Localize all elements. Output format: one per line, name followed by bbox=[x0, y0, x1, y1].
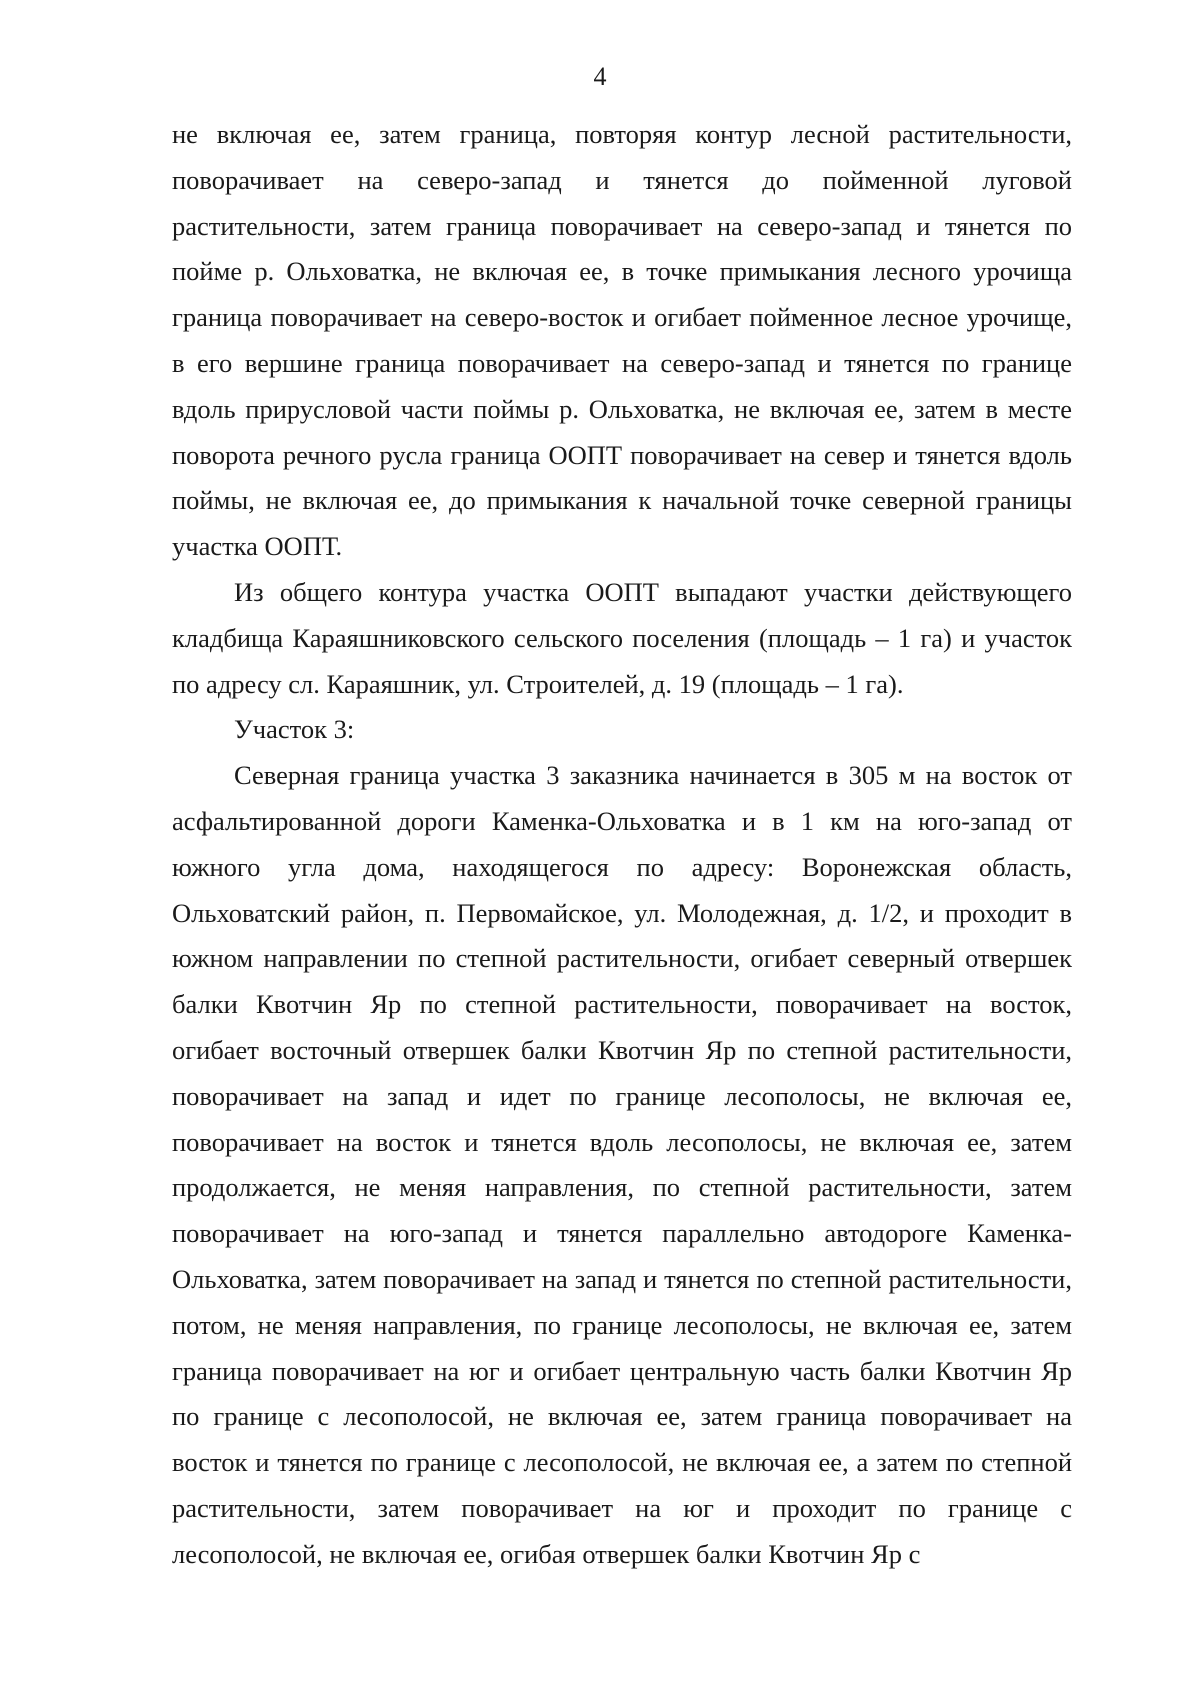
document-body bbox=[172, 112, 1072, 1578]
paragraph-plot-3-boundary: Северная граница участка 3 заказника начинается в 305 м на восток от асфальтированной дороги Каменка-Ольховатка и в 1 км на юго-запад от южного угла дома, находящегося по адресу: Воронежская область, Ольховатский район, п. Первомайское, ул. Молодежная, д. 1/2, и проходит в южном направлении по степной растительности, огибает северный отвершек балки Квотчин Яр по степной растительности, поворачивает на восток, огибает восточный отвершек балки Квотчин Яр по степной растительности, поворачивает на запад и идет по границе лесополосы, не включая ее, поворачивает на восток и тянется вдоль лесополосы, не включая ее, затем продолжается, не меняя направления, по степной растительности, затем поворачивает на юго-запад и тянется параллельно автодороге Каменка-Ольховатка, затем поворачивает на запад и тянется по степной растительности, потом, не меняя направления, по границе лесополосы, не включая ее, затем граница поворачивает на юг и огибает центральную часть балки Квотчин Яр по границе с лесополосой, не включая ее, затем граница поворачивает на восток и тянется по границе с лесополосой, не включая ее, а затем по степной растительности, затем поворачивает на юг и проходит по границе с лесополосой, не включая ее, огибая отвершек балки Квотчин Яр с bbox=[172, 760, 1072, 1569]
section-heading-plot-3: Участок 3: bbox=[234, 714, 355, 745]
paragraph-boundary-continuation: не включая ее, затем граница, повторяя контур лесной растительности, поворачивает на северо-запад и тянется до пойменной луговой растительности, затем граница поворачивает на северо-запад и тянется по пойме р. Ольховатка, не включая ее, в точке примыкания лесного урочища граница поворачивает на северо-восток и огибает пойменное лесное урочище, в его вершине граница поворачивает на северо-запад и тянется по границе вдоль прирусловой части поймы р. Ольховатка, не включая ее, затем в месте поворота речного русла граница ООПТ поворачивает на север и тянется вдоль поймы, не включая ее, до примыкания к начальной точке северной границы участка ООПТ. bbox=[172, 119, 1072, 562]
page-number: 4 bbox=[593, 62, 607, 91]
paragraph-excluded-areas: Из общего контура участка ООПТ выпадают участки действующего кладбища Караяшниковского сельского поселения (площадь – 1 га) и участок по адресу сл. Караяшник, ул. Строителей, д. 19 (площадь – 1 га). bbox=[172, 576, 1072, 699]
